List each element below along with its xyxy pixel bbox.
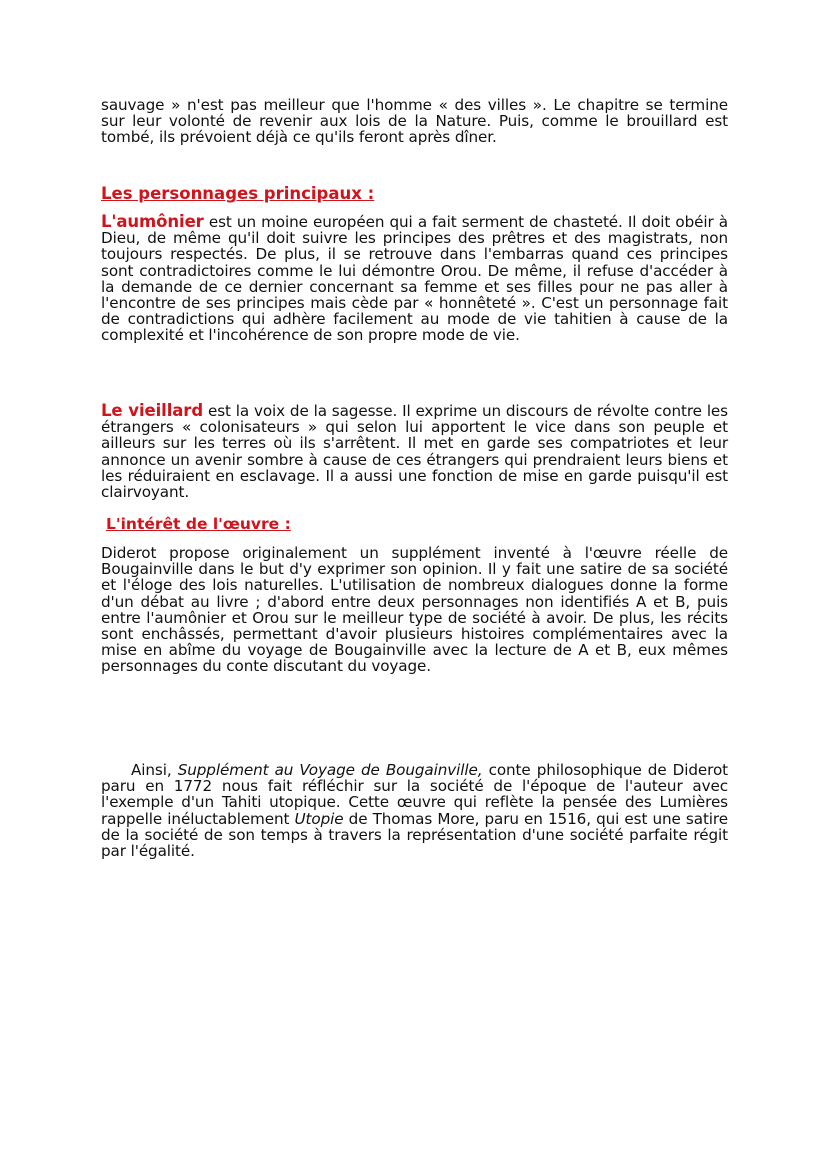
section-title-personnages: Les personnages principaux : — [101, 184, 375, 203]
conclusion-part2: conte philosophique de Diderot paru en 1772 nous fait réfléchir sur la société de l'époque de l'auteur avec l'exemple d'un Tahiti utopique. Cette œuvre qui reflète la pensée des Lumières rappelle inéluctablement — [101, 761, 729, 828]
conclusion-part1: Ainsi, — [131, 761, 178, 779]
aumonier-paragraph — [101, 214, 728, 344]
section-title-interet: L'intérêt de l'œuvre : — [106, 515, 291, 533]
vieillard-paragraph — [101, 403, 728, 500]
interet-paragraph — [101, 545, 728, 675]
intro-paragraph — [101, 97, 728, 146]
interet-text: Diderot propose originalement un supplément inventé à l'œuvre réelle de Bougainville dans le but d'y exprimer son opinion. Il y fait une satire de sa société et l'éloge des lois naturelles. L'utilisation de nombreux dialogues donne la forme d'un débat au livre ; d'abord entre deux personnages non identifiés A et B, puis entre l'aumônier et Orou sur le meilleur type de société à avoir. De plus, les récits sont enchâssés, permettant d'avoir plusieurs histoires complémentaires avec la mise en abîme du voyage de Bougainville avec la lecture de A et B, eux mêmes personnages du conte discutant du voyage. — [101, 544, 728, 676]
intro-text: sauvage » n'est pas meilleur que l'homme « des villes ». Le chapitre se termine sur leur volonté de revenir aux lois de la Nature. Puis, comme le brouillard est tombé, ils prévoient déjà ce qu'ils feront après dîner. — [101, 96, 728, 147]
aumonier-name: L'aumônier — [101, 212, 204, 231]
conclusion-title1: Supplément au Voyage de Bougainville, — [177, 761, 483, 779]
vieillard-name: Le vieillard — [101, 401, 204, 420]
conclusion-part3: de Thomas More, paru en 1516, qui est une satire de la société de son temps à travers la représentation d'une société parfaite régit par l'égalité. — [101, 809, 728, 861]
vieillard-text: est la voix de la sagesse. Il exprime un discours de révolte contre les étrangers « colonisateurs » qui selon lui apportent le vice dans son peuple et ailleurs sur les terres où ils s'arrêtent. Il met en garde ses compatriotes et leur annonce un avenir sombre à cause de ces étrangers qui prendraient leurs biens et les réduiraient en esclavage. Il a aussi une fonction de mise en garde puisqu'il est clairvoyant. — [101, 402, 728, 502]
conclusion-paragraph — [101, 762, 728, 859]
conclusion-title2: Utopie — [294, 809, 344, 828]
aumonier-text: est un moine européen qui a fait serment de chasteté. Il doit obéir à Dieu, de même qu'il doit suivre les principes des prêtres et des magistrats, non toujours respectés. De plus, il se retrouve dans l'embarras quand ces principes sont contradictoires comme le lui démontre Orou. De même, il refuse d'accéder à la demande de ce dernier concernant sa femme et ses filles pour ne pas aller à l'encontre de ses principes mais cède par « honnêteté ». C'est un personnage fait de contradictions qui adhère facilement au mode de vie tahitien à cause de la complexité et l'incohérence de son propre mode de vie. — [101, 213, 728, 345]
